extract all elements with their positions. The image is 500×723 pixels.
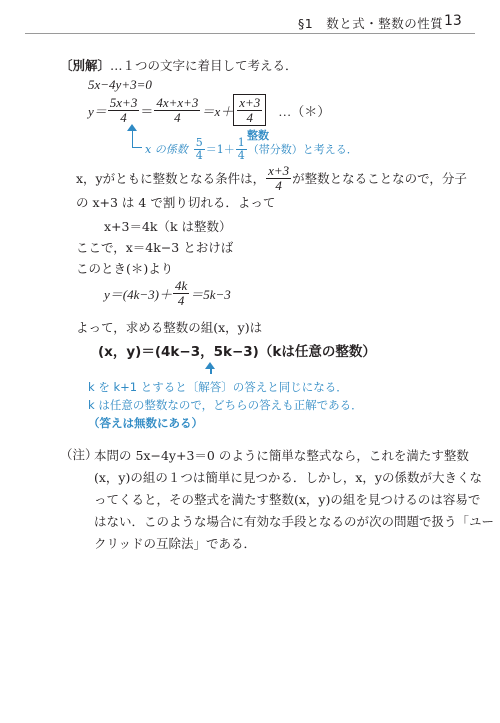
fraction-1-num: 5x+3 bbox=[109, 95, 138, 110]
coef-fraction-2 bbox=[236, 137, 247, 161]
chu-line-2: (x，y)の組の１つは簡単に見つかる．しかし，x，yの係数が大きくな bbox=[94, 470, 482, 485]
header-divider bbox=[25, 33, 475, 34]
y-substitution bbox=[104, 279, 231, 307]
fraction-2-num: 4x+x+3 bbox=[156, 95, 199, 110]
coef-note-pre: x の係数 bbox=[145, 143, 188, 157]
integer-label: 整数 bbox=[247, 129, 269, 142]
line-substitute: ここで，x＝4k−3 とおけば bbox=[76, 240, 234, 255]
chu-line-5: クリッドの互除法」である． bbox=[94, 536, 257, 551]
betsukai-intro bbox=[60, 56, 298, 74]
y-expression bbox=[88, 94, 330, 126]
condition-line-2: の x+3 は 4 で割り切れる．よって bbox=[76, 195, 276, 210]
star-label: …（＊） bbox=[278, 103, 331, 119]
note-line-2: k は任意の整数なので，どちらの答えも正解である． bbox=[88, 398, 363, 412]
betsukai-intro-text: …１つの文字に着目して考える． bbox=[110, 58, 298, 73]
chu-line-3: ってくると，その整式を満たす整数(x，y)の組を見つけるのは容易で bbox=[94, 492, 481, 507]
coef-fraction-num: 5 bbox=[195, 136, 203, 149]
condition-fraction-num: x+3 bbox=[268, 163, 290, 178]
condition-post: が整数となることなので，分子 bbox=[292, 171, 467, 187]
boxed-fraction bbox=[233, 94, 266, 126]
page-number: 13 bbox=[444, 13, 462, 29]
condition-fraction bbox=[266, 164, 291, 192]
chu-line-1: 本問の 5x−4y+3＝0 のように簡単な整式なら，これを満たす整数 bbox=[94, 448, 469, 463]
y-sub-fraction-num: 4k bbox=[174, 278, 188, 293]
y-sub-fraction bbox=[173, 279, 189, 307]
line-x3-eq-4k: x+3＝4k（k は整数） bbox=[104, 219, 232, 234]
condition-pre: x，yがともに整数となる条件は， bbox=[76, 171, 266, 187]
line-from-star: このとき(＊)より bbox=[76, 261, 174, 276]
coef-note bbox=[145, 137, 358, 161]
final-answer: (x，y)＝(4k−3，5k−3)（kは任意の整数） bbox=[98, 344, 376, 360]
line-conclusion: よって，求める整数の組(x，y)は bbox=[76, 320, 263, 335]
chu-paragraph bbox=[94, 445, 494, 555]
chu-label: （注） bbox=[60, 447, 98, 462]
condition-line-1 bbox=[76, 164, 467, 192]
coef-fraction-2-den: 4 bbox=[237, 148, 245, 162]
coef-fraction bbox=[194, 137, 205, 161]
fraction-1 bbox=[108, 96, 140, 124]
coef-fraction-den: 4 bbox=[195, 148, 203, 162]
y-eq-lhs: y＝ bbox=[88, 103, 107, 119]
condition-fraction-den: 4 bbox=[275, 177, 282, 193]
coef-arrow-stem bbox=[132, 130, 133, 147]
y-sub-pre: y＝(4k−3)＋ bbox=[104, 286, 172, 302]
chu-line-4: はない．このような場合に有効な手段となるのが次の問題で扱う「ユー bbox=[94, 514, 495, 529]
answer-arrow-head-icon bbox=[205, 362, 215, 369]
coef-fraction-2-num: 1 bbox=[237, 136, 245, 149]
equals-sign: ＝ bbox=[140, 103, 154, 119]
note-line-3: （答えは無数にある） bbox=[88, 416, 203, 430]
note-line-1: k を k+1 とすると〔解答〕の答えと同じになる． bbox=[88, 380, 348, 394]
mid-term: ＝x＋ bbox=[201, 103, 234, 119]
section-heading: §1 数と式・整数の性質 bbox=[298, 16, 444, 31]
fraction-1-den: 4 bbox=[120, 109, 127, 125]
main-equation: 5x−4y+3=0 bbox=[88, 77, 152, 92]
y-sub-fraction-den: 4 bbox=[177, 292, 185, 308]
fraction-2 bbox=[154, 96, 200, 124]
coef-note-post: （帯分数）と考える． bbox=[247, 143, 358, 157]
coef-eq: ＝1＋ bbox=[205, 143, 235, 157]
betsukai-label: 〔別解〕 bbox=[60, 58, 111, 73]
boxed-fraction-den: 4 bbox=[246, 109, 253, 125]
fraction-2-den: 4 bbox=[174, 109, 181, 125]
answer-arrow-stem bbox=[210, 369, 212, 374]
y-sub-post: ＝5k−3 bbox=[190, 286, 231, 302]
boxed-fraction-num: x+3 bbox=[239, 95, 261, 110]
coef-arrow-horizontal bbox=[132, 147, 142, 148]
